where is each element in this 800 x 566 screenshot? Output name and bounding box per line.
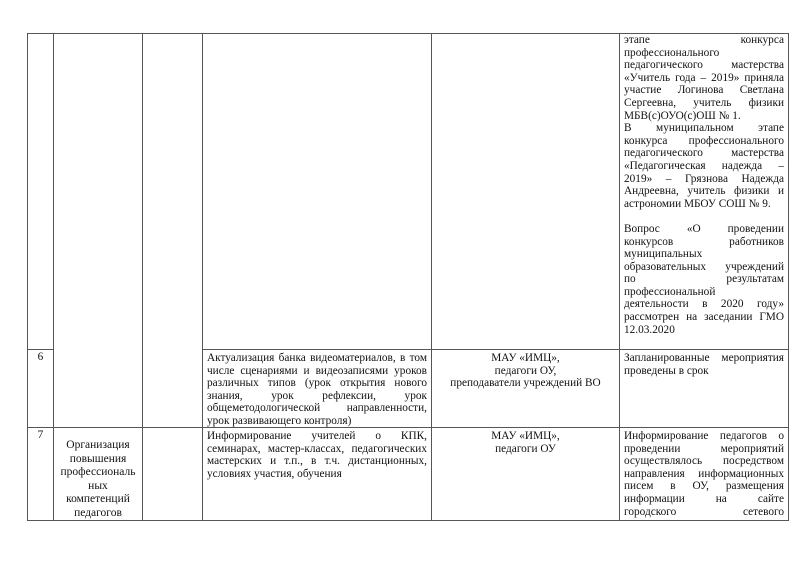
- direction-line: компетенций: [66, 493, 130, 506]
- row-6-result-cell: [620, 351, 788, 427]
- col-border-2: [142, 33, 143, 521]
- row-6-activity-cell: [203, 351, 431, 427]
- result-line: информации на сайте: [624, 492, 784, 505]
- activity-line: условиях участия, обучения: [207, 467, 342, 480]
- result-line: «Педагогическая надежда –: [624, 159, 784, 172]
- result-line: муниципальных: [624, 248, 703, 261]
- row-7-result-cell: [620, 429, 788, 520]
- result-line: участие Логинова Светлана: [624, 84, 784, 97]
- blank-line: [624, 210, 784, 223]
- row-7-responsible-cell: [432, 429, 619, 520]
- row-7-direction-cell: [54, 429, 142, 520]
- result-line: по результатам: [624, 273, 784, 286]
- result-line: Сергеевна, учитель физики: [624, 96, 784, 109]
- result-line: этапе конкурса: [624, 34, 784, 46]
- result-line: конкурса профессионального: [624, 134, 784, 147]
- direction-line: профессиональ: [60, 466, 136, 479]
- col-border-6: [788, 33, 789, 521]
- result-line: Информирование педагогов о: [624, 430, 784, 442]
- row-5-result-cell: [620, 33, 788, 349]
- result-line: писем в ОУ, размещения: [624, 480, 784, 493]
- responsible-line: МАУ «ИМЦ»,: [491, 352, 560, 364]
- result-line: деятельности в 2020 году»: [624, 298, 784, 311]
- result-line: астрономии МБОУ СОШ № 9.: [624, 197, 771, 210]
- result-line: 2019» – Грязнова Надежда: [624, 172, 784, 185]
- activity-line: общеметодологической направленности,: [207, 402, 427, 415]
- row-6-number: 6: [37, 351, 44, 363]
- plan-table: [27, 33, 789, 521]
- result-line: направления информационных: [624, 467, 784, 480]
- activity-line: урок развивающего контроля): [207, 414, 352, 427]
- result-line: «Учитель года – 2019» приняла: [624, 71, 784, 84]
- activity-line: различных типов (урок открытия нового: [207, 377, 427, 390]
- direction-line: повышения: [69, 452, 127, 465]
- result-line: Андреевна, учитель физики и: [624, 185, 784, 198]
- result-line: городского сетевого: [624, 505, 784, 518]
- result-line: проведены в срок: [624, 364, 709, 377]
- row-6-responsible-cell: [432, 351, 619, 427]
- activity-line: Актуализация банка видеоматериалов, в том: [207, 352, 427, 364]
- direction-line: педагогов: [74, 506, 122, 519]
- direction-line: Организация: [66, 439, 130, 451]
- result-line: 12.03.2020: [624, 323, 675, 336]
- activity-line: числе сценариями и видеозаписями уроков: [207, 364, 427, 377]
- result-line: Вопрос «О проведении: [624, 222, 784, 235]
- result-line: В муниципальном этапе: [624, 122, 784, 135]
- result-line: проведении мероприятий: [624, 442, 784, 455]
- row-7-number: 7: [37, 429, 44, 441]
- responsible-line: педагоги ОУ,: [494, 364, 557, 377]
- result-line: Запланированные мероприятия: [624, 352, 784, 364]
- activity-line: мастерских и т.п., в т.ч. дистанционных,: [207, 455, 427, 468]
- activity-line: семинарах, мастер-классах, педагогических: [207, 442, 427, 455]
- direction-line: ных: [88, 479, 108, 492]
- result-line: педагогического мастерства: [624, 147, 784, 160]
- result-line: профессионального: [624, 46, 720, 59]
- responsible-line: педагоги ОУ: [495, 442, 556, 455]
- result-line: осуществлялось посредством: [624, 455, 784, 468]
- activity-line: Информирование учителей о КПК,: [207, 430, 427, 442]
- result-line: педагогического мастерства: [624, 59, 784, 72]
- result-line: профессиональной: [624, 285, 716, 298]
- result-line: конкурсов работников: [624, 235, 784, 248]
- result-line: МБВ(с)ОУО(с)ОШ № 1.: [624, 109, 741, 122]
- result-line: образовательных учреждений: [624, 260, 784, 273]
- row-7-activity-cell: [203, 429, 431, 520]
- result-line: рассмотрен на заседании ГМО: [624, 311, 784, 324]
- responsible-line: МАУ «ИМЦ»,: [491, 430, 560, 442]
- responsible-line: преподаватели учреждений ВО: [450, 377, 601, 390]
- activity-line: знания, урок рефлексии, урок: [207, 389, 427, 402]
